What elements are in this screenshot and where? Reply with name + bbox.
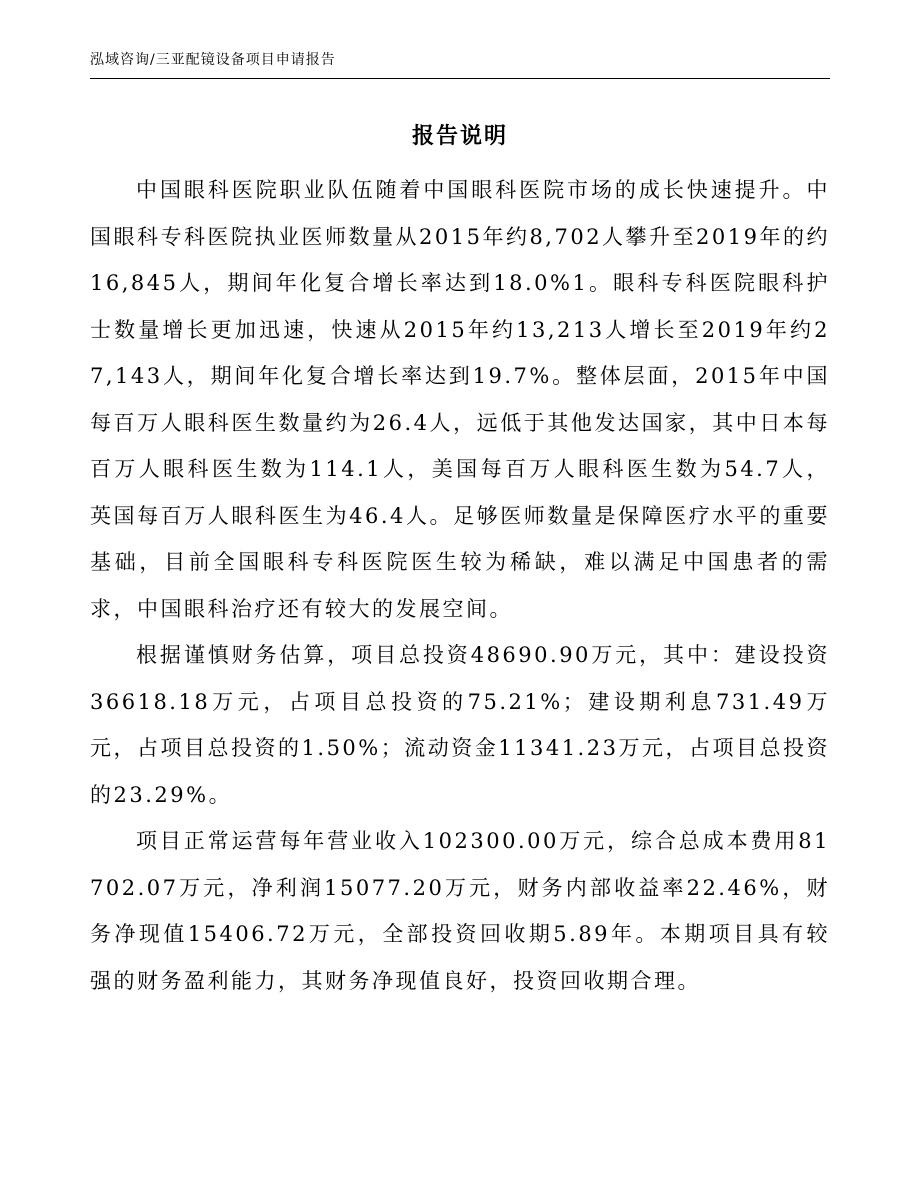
header-divider: [90, 78, 830, 79]
section-body: [90, 167, 830, 1004]
running-header: 泓域咨询/三亚配镜设备项目申请报告: [90, 52, 336, 68]
paragraph-ophthalmology-workforce: 中国眼科医院职业队伍随着中国眼科医院市场的成长快速提升。中国眼科专科医院执业医师数量从2015年约8,702人攀升至2019年的约16,845人，期间年化复合增长率达到18.0%1。眼科专科医院眼科护士数量增长更加迅速，快速从2015年约13,213人增长至2019年约27,143人，期间年化复合增长率达到19.7%。整体层面，2015年中国每百万人眼科医生数量约为26.4人，远低于其他发达国家，其中日本每百万人眼科医生数为114.1人，美国每百万人眼科医生数为54.7人，英国每百万人眼科医生为46.4人。足够医师数量是保障医疗水平的重要基础，目前全国眼科专科医院医生较为稀缺，难以满足中国患者的需求，中国眼科治疗还有较大的发展空间。: [90, 178, 831, 621]
paragraph-operating-returns: 项目正常运营每年营业收入102300.00万元，综合总成本费用81702.07万元，净利润15077.20万元，财务内部收益率22.46%，财务净现值15406.72万元，全部投资回收期5.89年。本期项目具有较强的财务盈利能力，其财务净现值良好，投资回收期合理。: [90, 829, 830, 993]
section-title: 报告说明: [411, 123, 508, 149]
paragraph-investment-estimate: 根据谨慎财务估算，项目总投资48690.90万元，其中：建设投资36618.18万元，占项目总投资的75.21%；建设期利息731.49万元，占项目总投资的1.50%；流动资金11341.23万元，占项目总投资的23.29%。: [90, 643, 830, 807]
